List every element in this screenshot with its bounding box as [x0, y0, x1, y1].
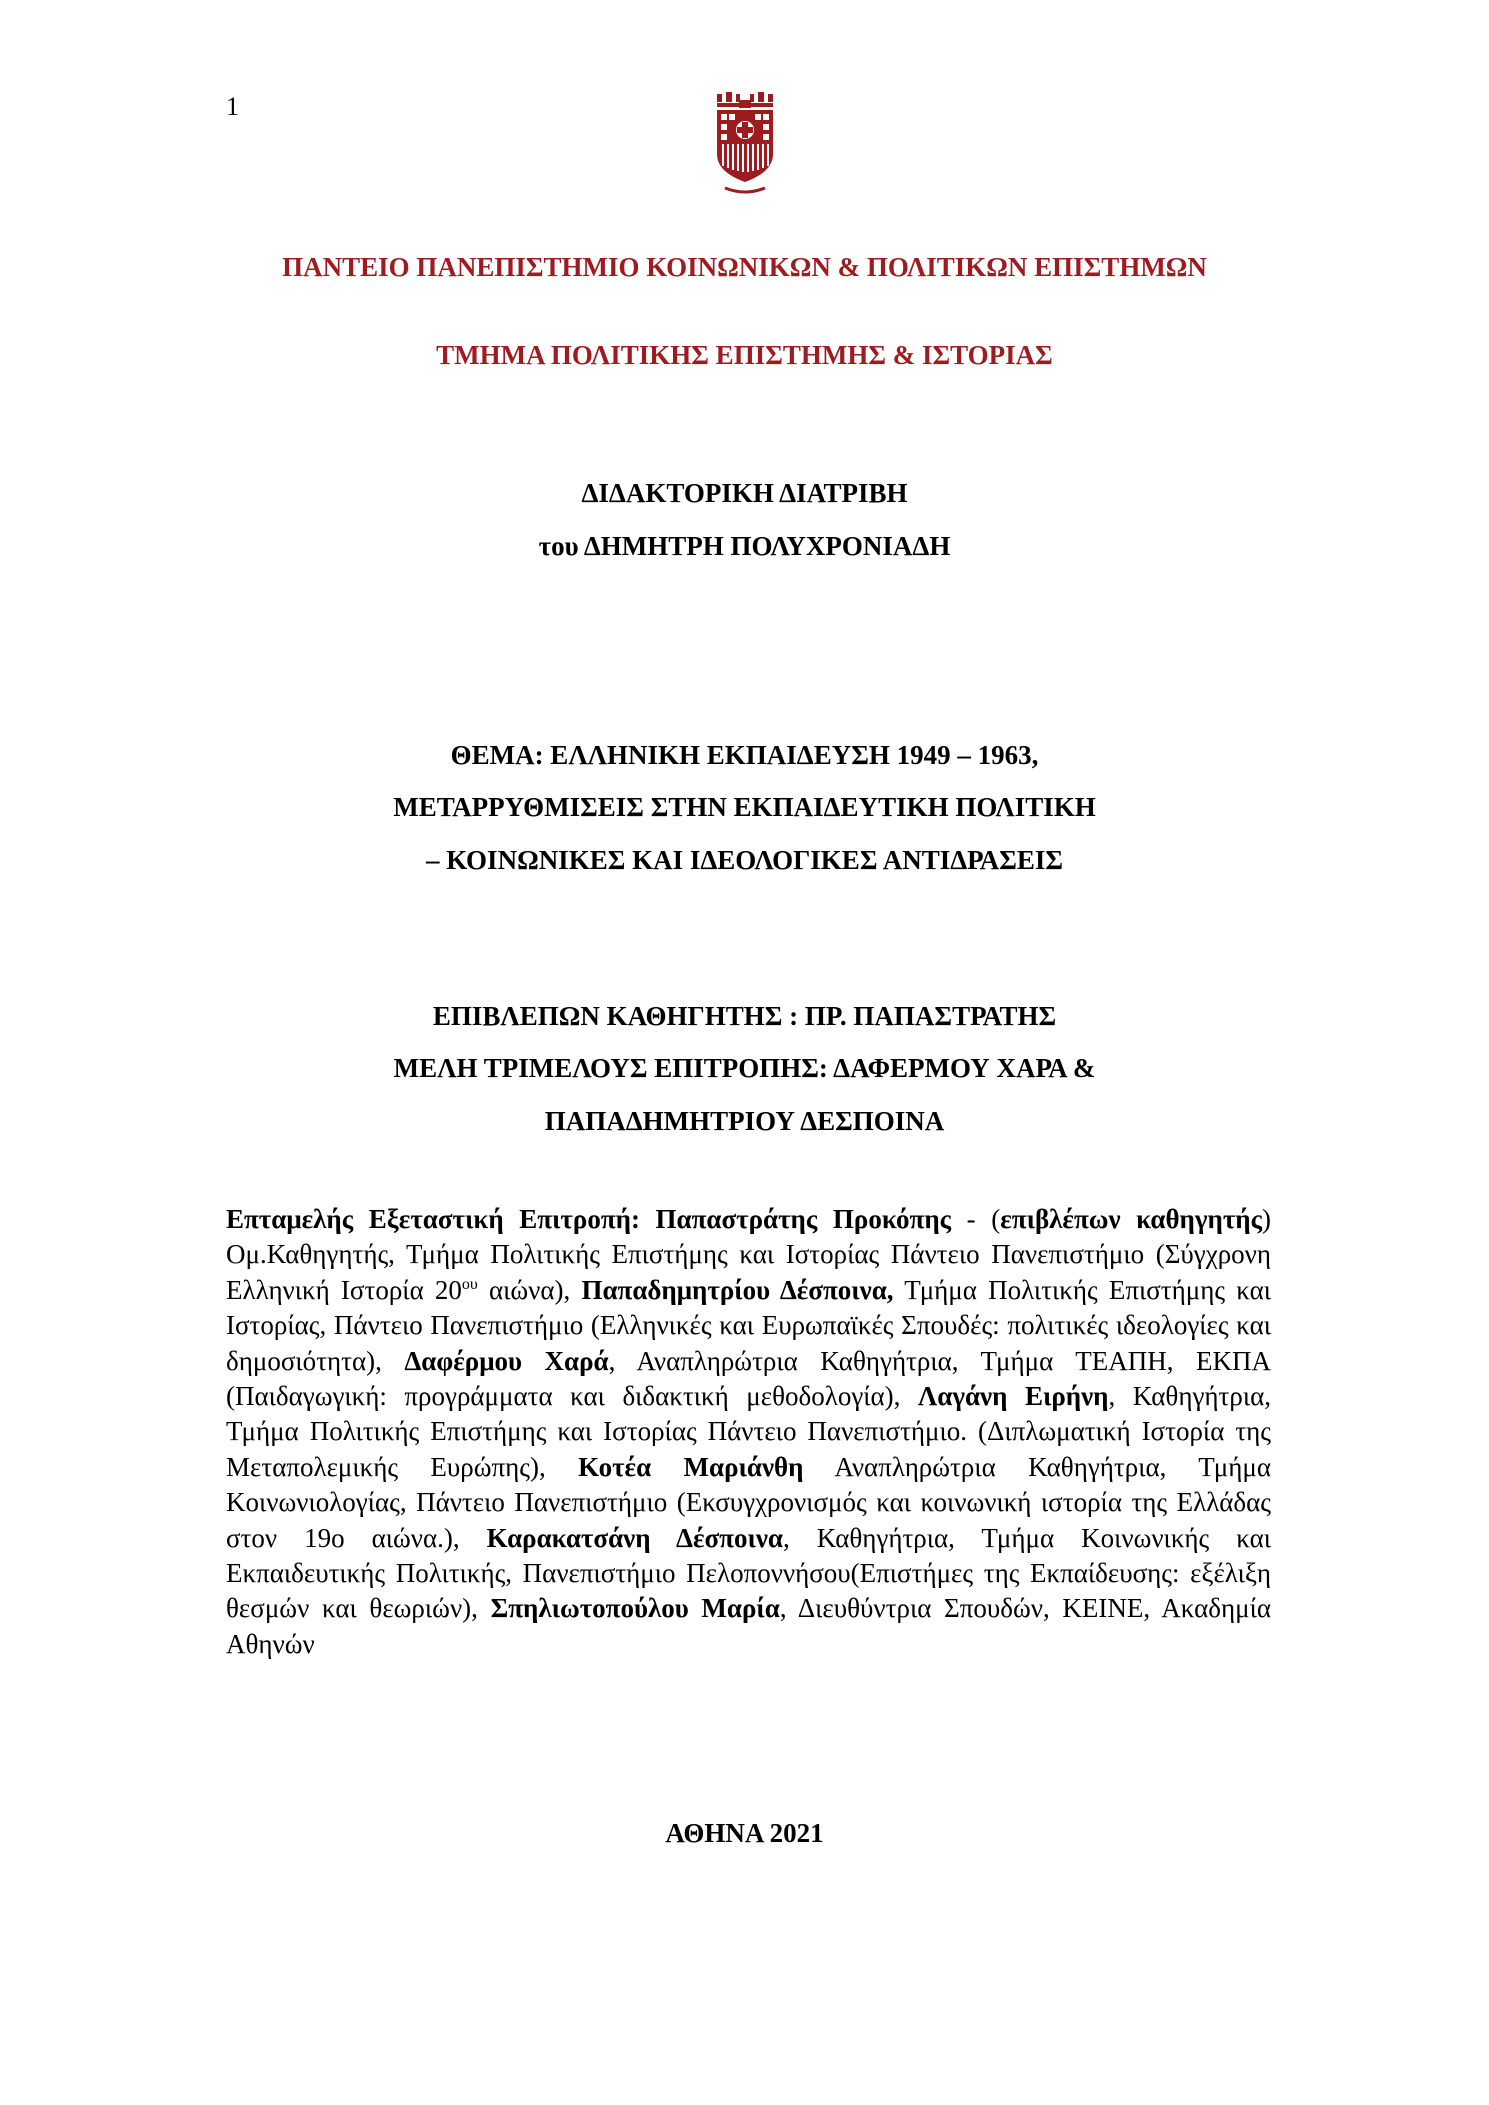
text-segment: , Καθηγήτρια, Τμήμα Πολιτικής Επιστήμης και Ιστορίας Πάντειο Πανεπιστήμιο. (Διπλωματική Ιστορία της Μεταπολεμικής Ευρώπης), [226, 1381, 1272, 1482]
committee-line-1: ΜΕΛΗ ΤΡΙΜΕΛΟΥΣ ΕΠΙΤΡΟΠΗΣ: ΔΑΦΕΡΜΟΥ ΧΑΡΑ & [393, 1053, 1096, 1083]
bold-segment: Λαγάνη Ειρήνη [917, 1381, 1109, 1412]
text-segment: αιώνα), [477, 1274, 582, 1305]
text-segment: Αναπληρώτρια Καθηγήτρια, Τμήμα Κοινωνιολογίας, Πάντειο Πανεπιστήμιο (Εκσυγχρονισμός και κοινωνική ιστορία της Ελλάδας στον 19ο αιώνα.), [226, 1451, 1271, 1553]
panteion-university-crest-icon [715, 92, 775, 196]
bold-segment: Δαφέρμου Χαρά [404, 1345, 609, 1376]
university-name: ΠΑΝΤΕΙΟ ΠΑΝΕΠΙΣΤΗΜΙΟ ΚΟΙΝΩΝΙΚΩΝ & ΠΟΛΙΤΙΚΩΝ ΕΠΙΣΤΗΜΩΝ [282, 252, 1207, 282]
page-number: 1 [226, 92, 239, 121]
bold-segment: Κοτέα Μαριάνθη [578, 1451, 804, 1482]
bold-segment: επιβλέπων καθηγητής [1000, 1204, 1262, 1234]
text-segment: Τμήμα Πολιτικής Επιστήμης και Ιστορίας, Πάντειο Πανεπιστήμιο (Ελληνικές και Ευρωπαϊκές Σπουδές: πολιτικές ιδεολογίες και δημοσιότητα), [226, 1274, 1271, 1376]
superscript-text: ου [461, 1275, 478, 1293]
bold-segment: Σπηλιωτοπούλου Μαρία [490, 1593, 780, 1624]
bold-segment: Καρακατσάνη Δέσποινα [486, 1522, 783, 1553]
bold-segment: Επταμελής Εξεταστική Επιτροπή: Παπαστράτης Προκόπης [226, 1204, 967, 1234]
text-segment: - ( [966, 1204, 1001, 1234]
text-segment: , Αναπληρώτρια Καθηγήτρια, Τμήμα ΤΕΑΠΗ, ΕΚΠΑ (Παιδαγωγική: προγράμματα και διδακτική μεθοδολογία), [226, 1345, 1272, 1412]
examination-committee-paragraph [226, 1202, 1271, 1662]
place-year: ΑΘΗΝΑ 2021 [665, 1818, 824, 1848]
thesis-type: ΔΙΔΑΚΤΟΡΙΚΗ ΔΙΑΤΡΙΒΗ [581, 478, 908, 508]
text-segment: ) Ομ.Καθηγητής, Τμήμα Πολιτικής Επιστήμης και Ιστορίας Πάντειο Πανεπιστήμιο (Σύγχρονη Ελληνική Ιστορία 20 [226, 1204, 1271, 1305]
thesis-title-line-3: – ΚΟΙΝΩΝΙΚΕΣ ΚΑΙ ΙΔΕΟΛΟΓΙΚΕΣ ΑΝΤΙΔΡΑΣΕΙΣ [425, 845, 1064, 875]
thesis-author: του ΔΗΜΗΤΡΗ ΠΟΛΥΧΡΟΝΙΑΔΗ [538, 531, 951, 561]
committee-line-2: ΠΑΠΑΔΗΜΗΤΡΙΟΥ ΔΕΣΠΟΙΝΑ [544, 1106, 945, 1136]
supervisor-line: ΕΠΙΒΛΕΠΩΝ ΚΑΘΗΓΗΤΗΣ : ΠΡ. ΠΑΠΑΣΤΡΑΤΗΣ [432, 1001, 1057, 1031]
thesis-title-line-1: ΘΕΜΑ: ΕΛΛΗΝΙΚΗ ΕΚΠΑΙΔΕΥΣΗ 1949 – 1963, [450, 740, 1039, 770]
bold-segment: Παπαδημητρίου Δέσποινα, [581, 1274, 894, 1305]
department-name: ΤΜΗΜΑ ΠΟΛΙΤΙΚΗΣ ΕΠΙΣΤΗΜΗΣ & ΙΣΤΟΡΙΑΣ [436, 340, 1053, 370]
thesis-title-line-2: ΜΕΤΑΡΡΥΘΜΙΣΕΙΣ ΣΤΗΝ ΕΚΠΑΙΔΕΥΤΙΚΗ ΠΟΛΙΤΙΚΗ [393, 792, 1096, 822]
text-segment: , Καθηγήτρια, Τμήμα Κοινωνικής και Εκπαιδευτικής Πολιτικής, Πανεπιστήμιο Πελοποννήσου(Επιστήμες της Εκπαίδευσης: εξέλιξη θεσμών και θεωριών), [226, 1522, 1271, 1624]
text-segment: , Διευθύντρια Σπουδών, ΚΕΙΝΕ, Ακαδημία Αθηνών [226, 1593, 1272, 1659]
